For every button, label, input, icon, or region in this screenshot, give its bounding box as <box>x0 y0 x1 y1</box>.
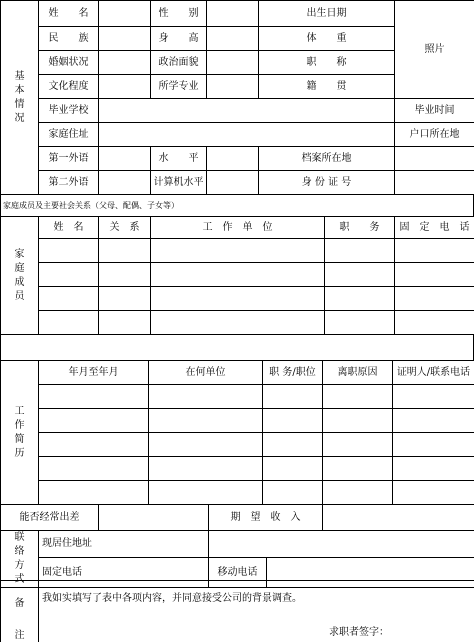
work-cell[interactable] <box>39 409 149 433</box>
family-cell[interactable] <box>99 239 151 263</box>
hukou-label: 户口所在地 <box>395 123 474 147</box>
archive-label: 档案所在地 <box>259 147 395 171</box>
political-label: 政治面貌 <box>151 51 207 75</box>
signature-label: 求职者签字： <box>329 627 389 638</box>
family-cell[interactable] <box>395 287 474 311</box>
income-label: 期 望 收 入 <box>209 505 323 531</box>
travel-field[interactable] <box>99 505 209 531</box>
travel-label: 能否经常出差 <box>1 505 99 531</box>
family-cell[interactable] <box>39 311 99 335</box>
work-cell[interactable] <box>323 481 393 505</box>
work-row <box>1 457 474 481</box>
family-cell[interactable] <box>151 287 325 311</box>
family-cell[interactable] <box>99 311 151 335</box>
lang1-field[interactable] <box>99 147 151 171</box>
weight-label: 体 重 <box>259 27 395 51</box>
work-cell[interactable] <box>393 385 474 409</box>
family-cell[interactable] <box>395 311 474 335</box>
work-table <box>0 360 474 505</box>
work-cell[interactable] <box>393 457 474 481</box>
income-field[interactable] <box>323 505 474 531</box>
fixed-phone-label: 固定电话 <box>39 558 209 588</box>
work-cell[interactable] <box>323 409 393 433</box>
contact-section-label: 联 络 方 式 <box>1 531 39 588</box>
work-cell[interactable] <box>323 433 393 457</box>
family-cell[interactable] <box>325 263 395 287</box>
work-cell[interactable] <box>149 457 263 481</box>
gender-field[interactable] <box>207 1 259 27</box>
height-field[interactable] <box>207 27 259 51</box>
family-note: 家庭成员及主要社会关系（父母、配偶、子女等） <box>1 195 474 217</box>
work-cell[interactable] <box>263 385 323 409</box>
work-section-label: 工 作 简 历 <box>1 361 39 505</box>
origin-label: 籍 贯 <box>259 75 395 99</box>
address-field[interactable] <box>99 123 395 147</box>
marital-label: 婚姻状况 <box>39 51 99 75</box>
work-cell[interactable] <box>263 481 323 505</box>
work-row <box>1 409 474 433</box>
work-cell[interactable] <box>393 481 474 505</box>
major-label: 所学专业 <box>151 75 207 99</box>
work-row <box>1 385 474 409</box>
school-field[interactable] <box>99 99 395 123</box>
education-field[interactable] <box>99 75 151 99</box>
archive-field[interactable] <box>395 147 474 171</box>
ethnic-label: 民 族 <box>39 27 99 51</box>
remarks-statement: 我如实填写了表中各项内容，并同意接受公司的背景调查。 <box>42 593 302 604</box>
family-cell[interactable] <box>325 287 395 311</box>
ethnic-field[interactable] <box>99 27 151 51</box>
lang2-label: 第二外语 <box>39 171 99 195</box>
family-cell[interactable] <box>151 239 325 263</box>
marital-field[interactable] <box>99 51 151 75</box>
computer-field[interactable] <box>207 171 259 195</box>
name-label: 姓 名 <box>39 1 99 27</box>
id-label: 身 份 证 号 <box>259 171 395 195</box>
work-cell[interactable] <box>263 457 323 481</box>
work-cell[interactable] <box>39 433 149 457</box>
family-row <box>1 239 474 263</box>
current-address-field[interactable] <box>209 531 474 558</box>
work-row <box>1 433 474 457</box>
id-field[interactable] <box>395 171 474 195</box>
family-cell[interactable] <box>395 263 474 287</box>
family-row <box>1 287 474 311</box>
family-header-phone: 固 定 电 话 <box>395 217 474 239</box>
work-header-position: 职 务/职位 <box>263 361 323 385</box>
school-label: 毕业学校 <box>39 99 99 123</box>
major-field[interactable] <box>207 75 259 99</box>
height-label: 身 高 <box>151 27 207 51</box>
work-header-reason: 离职原因 <box>323 361 393 385</box>
family-row <box>1 311 474 335</box>
name-field[interactable] <box>99 1 151 27</box>
work-cell[interactable] <box>149 409 263 433</box>
work-cell[interactable] <box>149 433 263 457</box>
level-field[interactable] <box>207 147 259 171</box>
spacer-row <box>1 335 474 361</box>
education-label: 文化程度 <box>39 75 99 99</box>
family-cell[interactable] <box>39 263 99 287</box>
travel-table <box>0 504 474 531</box>
work-cell[interactable] <box>39 481 149 505</box>
work-cell[interactable] <box>323 457 393 481</box>
photo-box: 照片 <box>395 1 474 99</box>
remarks-cell <box>39 581 474 642</box>
family-row <box>1 263 474 287</box>
lang1-label: 第一外语 <box>39 147 99 171</box>
family-cell[interactable] <box>39 287 99 311</box>
work-header-reference: 证明人/联系电话 <box>393 361 474 385</box>
mobile-label: 移动电话 <box>209 558 267 588</box>
work-cell[interactable] <box>263 433 323 457</box>
work-cell[interactable] <box>39 385 149 409</box>
work-cell[interactable] <box>263 409 323 433</box>
basic-info-table <box>0 0 474 195</box>
work-row <box>1 481 474 505</box>
spacer-table <box>0 334 474 361</box>
work-cell[interactable] <box>393 433 474 457</box>
family-header-name: 姓 名 <box>39 217 99 239</box>
family-cell[interactable] <box>325 239 395 263</box>
family-section-label: 家 庭 成 员 <box>1 217 39 335</box>
work-cell[interactable] <box>39 457 149 481</box>
work-cell[interactable] <box>323 385 393 409</box>
work-cell[interactable] <box>149 385 263 409</box>
level-label: 水 平 <box>151 147 207 171</box>
family-cell[interactable] <box>99 263 151 287</box>
family-note-table <box>0 194 474 217</box>
family-table <box>0 216 474 335</box>
birth-label: 出生日期 <box>259 1 395 27</box>
computer-label: 计算机水平 <box>151 171 207 195</box>
family-header-position: 职 务 <box>325 217 395 239</box>
current-address-label: 现居住地址 <box>39 531 209 558</box>
lang2-field[interactable] <box>99 171 151 195</box>
family-header-relation: 关 系 <box>99 217 151 239</box>
work-cell[interactable] <box>393 409 474 433</box>
work-header-period: 年月至年月 <box>39 361 149 385</box>
family-cell[interactable] <box>151 263 325 287</box>
family-cell[interactable] <box>151 311 325 335</box>
political-field[interactable] <box>207 51 259 75</box>
title-label: 职 称 <box>259 51 395 75</box>
family-cell[interactable] <box>325 311 395 335</box>
work-header-employer: 在何单位 <box>149 361 263 385</box>
address-label: 家庭住址 <box>39 123 99 147</box>
work-cell[interactable] <box>149 481 263 505</box>
family-cell[interactable] <box>395 239 474 263</box>
remarks-section-label: 备 注 <box>1 581 39 642</box>
remarks-table <box>0 580 474 642</box>
family-header-employer: 工 作 单 位 <box>151 217 325 239</box>
grad-time-label: 毕业时间 <box>395 99 474 123</box>
gender-label: 性 别 <box>151 1 207 27</box>
basic-section-label: 基 本 情 况 <box>1 1 39 195</box>
family-cell[interactable] <box>39 239 99 263</box>
family-cell[interactable] <box>99 287 151 311</box>
